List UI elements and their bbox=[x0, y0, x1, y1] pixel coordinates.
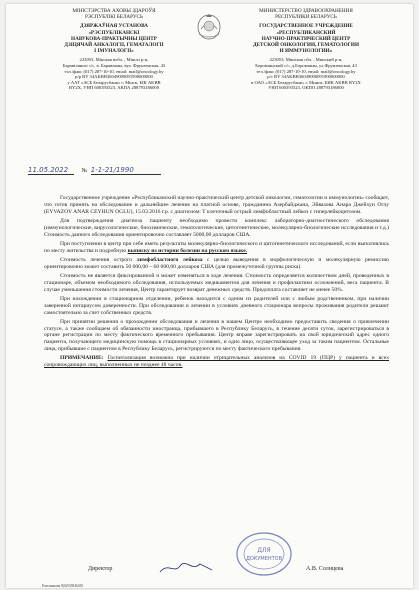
letter-page bbox=[6, 4, 413, 588]
address-line-4: р/р BY 34AKBB36049000091900000000 bbox=[75, 74, 153, 80]
address-line-3: тел./факс (017) 287-10-10, email: mail@oncology.by bbox=[256, 68, 356, 74]
letter-number: 1-1-21/1990 bbox=[91, 166, 161, 175]
stamp-icon bbox=[234, 530, 294, 578]
note-label: ПРИМЕЧАНИЕ: bbox=[60, 355, 104, 362]
letterhead-russian bbox=[216, 8, 396, 91]
institution-line-2: «РЕСПУБЛИКАНСКИЙ bbox=[276, 29, 336, 36]
signatory-name: А.В. Солнцева bbox=[306, 566, 344, 572]
institution-line-4: ДЕТСКОЙ ОНКОЛОГИИ, ГЕМАТОЛОГИИ bbox=[253, 42, 359, 49]
ministry-line: МІНІСТЭРСТВА АХОВЫ ЗДАРОЎЯ bbox=[72, 8, 156, 14]
paragraph-7: При принятии решения о прохождении обследования и лечения в нашем Центре необходимо предоставить сведения о привлечении статусе, а также сообщаем об обязанности иностранца, прибывшего в Республику Беларусь, в течение десяти суток, зарегистрироваться в органе регистрации по месту фактического временного пребывания. Центр вправе зарегистрировать на свой юридический адрес одного пациента, получающего медицинскую помощь в стационарных условиях, и одно лицо, осуществляющее уход за таким пациентом. Остальные лица, прибывшие с пациентом в Республику Беларусь, регистрируются по месту фактического пребывания. bbox=[44, 318, 389, 353]
paragraph-3-text: При поступлении в центр при себе иметь результаты молекулярно-биологического и цитогенетического исследований, если выполнялись по месту жительства и подробную bbox=[44, 240, 389, 254]
address-line-2: Баравілянскі с/с, в. Баравляны, вул. Фрунзенская, 43 bbox=[62, 63, 166, 69]
institution-line-2: «РЭСПУБЛІКАНСКІ bbox=[88, 29, 140, 36]
signature-mark bbox=[156, 560, 216, 576]
letter-date: 11.05.2022 bbox=[28, 166, 74, 175]
address-line-5: в ОАО «АСБ Беларусбанк» г. Минск, БИК AKBB BY2X bbox=[251, 79, 361, 85]
note-paragraph bbox=[44, 355, 389, 369]
executor-contact: Емельянова 8(029)5846465 bbox=[42, 584, 84, 588]
paragraph-3 bbox=[44, 241, 389, 255]
signatory-role: Директор bbox=[88, 566, 113, 572]
address-line-6: УНП 600393523, ОКПО 288793186000 bbox=[268, 85, 344, 91]
stamp-line-1: ДЛЯ bbox=[257, 547, 271, 554]
note-text: Госпитализация возможна при наличии отрицательных анализов на COVID 19 (ПЦР) у пациента и всех сопровождающих лиц, выполненных не позднее 48 часов. bbox=[44, 355, 390, 369]
republic-line: РЭСПУБЛІКІ БЕЛАРУСЬ bbox=[85, 14, 143, 21]
institution-line-1: ГОСУДАРСТВЕННОЕ УЧРЕЖДЕНИЕ bbox=[259, 23, 353, 30]
stamp-line-2: ДОКУМЕНТОВ bbox=[245, 556, 283, 562]
paragraph-4-lead: Стоимость лечения острого bbox=[60, 256, 133, 263]
address-line-1: 223053, Мінская вобл. , Мінскі р-н, bbox=[79, 57, 149, 63]
institution-line-5: И ИММУНОЛОГИИ» bbox=[279, 48, 333, 55]
diagnosis-emphasis: лимфобластного лейкоза bbox=[136, 256, 203, 263]
institution-line-1: ДЗЯРЖАЎНАЯ УСТАНОВА bbox=[80, 23, 148, 30]
institution-line-3: НАВУКОВА-ПРАКТЫЧНЫ ЦЕНТР bbox=[71, 35, 157, 42]
institution-line-3: НАУЧНО-ПРАКТИЧЕСКИЙ ЦЕНТР bbox=[261, 35, 351, 42]
address-line-6: BY2X, УНП 600393523, АКПА 288793186000 bbox=[68, 85, 160, 91]
address-line-3: тэл./факс (017) 287-10-10, email: mail@oncology.by bbox=[64, 68, 164, 74]
paragraph-5: Стоимость не является фиксированной и может изменяться в ходе лечения. Стоимость определяется количеством дней, проведенных в стационаре, объемом необходимого обследования, используемых медикаментов для лечения и профилактики осложнений, веса пациента. В случае уменьшения стоимости лечения, Центр гарантирует возврат денежных средств. Предоплата составляет не менее 50%. bbox=[44, 272, 389, 293]
discharge-summary-requirement: выписку из истории болезни на русском языке. bbox=[127, 247, 248, 254]
ministry-line: МИНИСТЕРСТВО ЗДРАВООХРАНЕНИЯ bbox=[259, 8, 353, 14]
paragraph-2: Для подтверждения диагноза пациенту необходимо провести комплекс лабораторно-диагностического обследования (иммунологические, вирусологические, биохимические, гематологические, цитогенетические, молекулярно-биологические исследования и т.д.) Стоимость данного обследования ориентировочно составляет 5000,00 долларов США. bbox=[44, 217, 389, 238]
paragraph-6: При нахождении в стационарном отделении, ребенок находится с одним из родителей или с любым родственником, при наличии заверенной нотариусом доверенности. При обследовании и лечении в условиях дневного стационара вопросы проживания родители решают самостоятельно за счет собственных средств. bbox=[44, 295, 389, 316]
number-label: № bbox=[81, 168, 88, 174]
date-and-number-line bbox=[28, 166, 161, 175]
letter-body bbox=[44, 195, 389, 371]
institution-line-4: ДЗІЦЯЧАЙ АНКАЛОГІІ, ГЕМАТАЛОГІІ bbox=[64, 42, 164, 49]
address-line-1: 223053, Минская обл. , Минский р-н, bbox=[269, 57, 343, 63]
republic-line: РЕСПУБЛИКИ БЕЛАРУСЬ bbox=[275, 14, 337, 21]
paragraph-4 bbox=[44, 257, 389, 271]
address-line-4: р/с BY 34AKBB36049000091900000000 bbox=[267, 74, 345, 80]
institution-line-5: І ІМУНАЛОГІІ» bbox=[94, 48, 134, 55]
paragraph-1: Государственное учреждение «Республиканский научно-практический центр детской онкологии, гематологии и иммунологии» сообщает, что готов принять на обследование и дальнейшее лечение на платной основе, гражданина Азербайджана, Эйвазова Анара Джейхун Оглу (EYVAZOV ANAR CEYHUN OGLU), 15.03.2016 г.р. с диагнозом: Т клеточный острый лимфобластный лейкоз с гиперлейкоцитозом. bbox=[44, 195, 389, 215]
paragraph-4-text: с целью выведения в морфологическую и молекулярную ремиссию ориентировочно может составить 50 000,00 – 60 000,00 долларов США (для промежуточной группы риска). bbox=[44, 256, 389, 270]
address-line-5: у ААТ «АСБ Беларусбанк» г. Мінск, БІК AKBB bbox=[67, 79, 161, 85]
letterhead-belarusian bbox=[24, 8, 204, 91]
address-line-2: Боровлянский с/с, д.Боровляны, ул.Фрунзенская, 43 bbox=[255, 63, 357, 69]
